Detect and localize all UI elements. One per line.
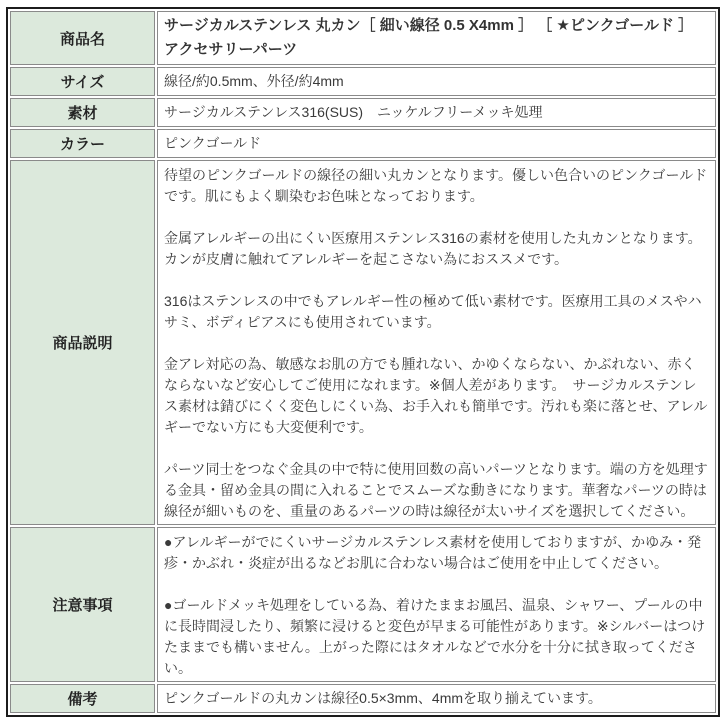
description-paragraph: パーツ同士をつなぐ金具の中で特に使用回数の高いパーツとなります。端の方を処理する金具・留め金具の間に入れることでスムーズな動きになります。華奢なパーツの時は線径が細いものを、重量のあるパーツの時は線径が太いサイズを選択してください。 <box>164 461 708 519</box>
table-row-material <box>10 98 716 127</box>
table-row-precautions <box>10 527 716 682</box>
row-label-description: 商品説明 <box>10 160 155 525</box>
row-label-remarks: 備考 <box>10 684 155 713</box>
row-value-color: ピンクゴールド <box>157 129 716 158</box>
description-paragraph: 待望のピンクゴールドの線径の細い丸カンとなります。優しい色合いのピンクゴールドです。肌にもよく馴染むお色味となっております。 <box>164 167 708 204</box>
row-label-color: カラー <box>10 129 155 158</box>
row-value-remarks: ピンクゴールドの丸カンは線径0.5×3mm、4mmを取り揃えています。 <box>157 684 716 713</box>
row-value-material: サージカルステンレス316(SUS) ニッケルフリーメッキ処理 <box>157 98 716 127</box>
table-row-size <box>10 67 716 96</box>
row-value-description <box>157 160 716 525</box>
row-value-product-name: サージカルステンレス 丸カン［ 細い線径 0.5 X4mm ］ ［ ★ピンクゴールド ］ アクセサリーパーツ <box>157 11 716 65</box>
row-label-size: サイズ <box>10 67 155 96</box>
table-row-description <box>10 160 716 525</box>
precaution-paragraph: ●アレルギーがでにくいサージカルステンレス素材を使用しておりますが、かゆみ・発疹・かぶれ・炎症が出るなどお肌に合わない場合はご使用を中止してください。 <box>164 534 702 571</box>
row-label-product-name: 商品名 <box>10 11 155 65</box>
precaution-paragraph: ●ゴールドメッキ処理をしている為、着けたままお風呂、温泉、シャワー、プールの中に長時間浸したり、頻繁に浸けると変色が早まる可能性があります。※シルバーはつけたままでも構いません。上がった際にはタオルなどで水分を十分に拭き取ってください。 <box>164 597 706 676</box>
description-paragraph: 316はステンレスの中でもアレルギー性の極めて低い素材です。医療用工具のメスやハサミ、ボディピアスにも使用されています。 <box>164 293 702 330</box>
row-value-precautions <box>157 527 716 682</box>
row-value-size: 線径/約0.5mm、外径/約4mm <box>157 67 716 96</box>
table-row-remarks <box>10 684 716 713</box>
product-spec-table <box>6 7 720 717</box>
table-row-color <box>10 129 716 158</box>
description-paragraph: 金属アレルギーの出にくい医療用ステンレス316の素材を使用した丸カンとなります。カンが皮膚に触れてアレルギーを起こさない為におススメです。 <box>164 230 702 267</box>
description-paragraph: 金アレ対応の為、敏感なお肌の方でも腫れない、かゆくならない、かぶれない、赤くならないなど安心してご使用になれます。※個人差があります。 サージカルステンレス素材は錆びにくく変色しにくい為、お手入れも簡単です。汚れも楽に落とせ、アレルギーでない方にも大変便利です。 <box>164 356 708 435</box>
table-row-product-name <box>10 11 716 65</box>
row-label-precautions: 注意事項 <box>10 527 155 682</box>
row-label-material: 素材 <box>10 98 155 127</box>
